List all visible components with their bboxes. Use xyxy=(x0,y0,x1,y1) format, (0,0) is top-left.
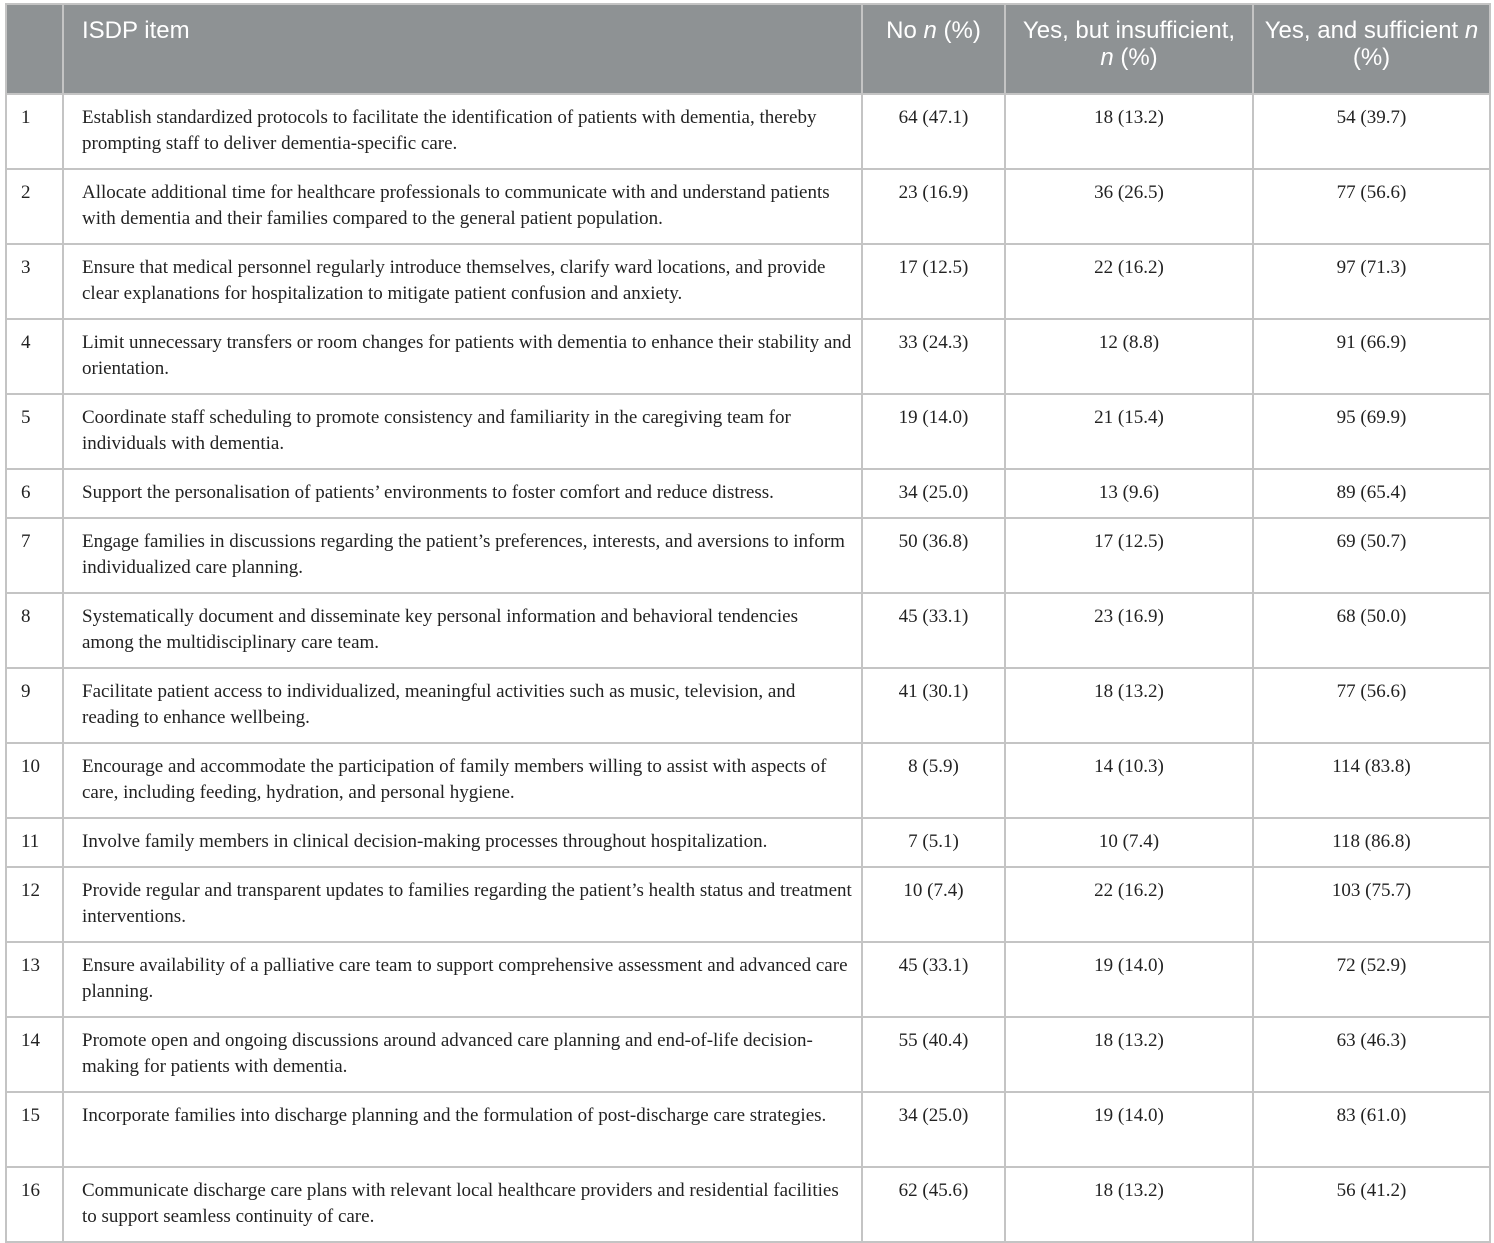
header-number xyxy=(6,4,63,94)
table-row xyxy=(6,593,1490,668)
row-number: 7 xyxy=(6,518,63,593)
table-row xyxy=(6,1167,1490,1242)
yes-sufficient-count: 91 (66.9) xyxy=(1253,319,1490,394)
row-number: 2 xyxy=(6,169,63,244)
yes-insufficient-count: 14 (10.3) xyxy=(1005,743,1253,818)
isdp-item-text: Encourage and accommodate the participation of family members willing to assist with aspects of care, including feeding, hydration, and personal hygiene. xyxy=(63,743,862,818)
row-number: 1 xyxy=(6,94,63,169)
yes-sufficient-count: 77 (56.6) xyxy=(1253,169,1490,244)
row-number: 10 xyxy=(6,743,63,818)
isdp-item-text: Incorporate families into discharge planning and the formulation of post-discharge care strategies. xyxy=(63,1092,862,1167)
yes-insufficient-count: 18 (13.2) xyxy=(1005,1167,1253,1242)
yes-insufficient-count: 18 (13.2) xyxy=(1005,94,1253,169)
no-count: 19 (14.0) xyxy=(862,394,1005,469)
isdp-item-text: Ensure that medical personnel regularly introduce themselves, clarify ward locations, and provide clear explanations for hospitalization to mitigate patient confusion and anxiety. xyxy=(63,244,862,319)
row-number: 6 xyxy=(6,469,63,518)
header-isdp-item: ISDP item xyxy=(63,4,862,94)
yes-insufficient-count: 19 (14.0) xyxy=(1005,1092,1253,1167)
isdp-item-text: Engage families in discussions regarding the patient’s preferences, interests, and aversions to inform individualized care planning. xyxy=(63,518,862,593)
row-number: 9 xyxy=(6,668,63,743)
row-number: 14 xyxy=(6,1017,63,1092)
yes-insufficient-count: 13 (9.6) xyxy=(1005,469,1253,518)
yes-sufficient-count: 95 (69.9) xyxy=(1253,394,1490,469)
yes-insufficient-count: 18 (13.2) xyxy=(1005,1017,1253,1092)
isdp-item-text: Promote open and ongoing discussions around advanced care planning and end-of-life decision-making for patients with dementia. xyxy=(63,1017,862,1092)
table-row xyxy=(6,469,1490,518)
yes-insufficient-count: 18 (13.2) xyxy=(1005,668,1253,743)
no-count: 7 (5.1) xyxy=(862,818,1005,867)
table-row xyxy=(6,668,1490,743)
yes-insufficient-count: 19 (14.0) xyxy=(1005,942,1253,1017)
table-row xyxy=(6,867,1490,942)
yes-insufficient-count: 36 (26.5) xyxy=(1005,169,1253,244)
yes-insufficient-count: 22 (16.2) xyxy=(1005,867,1253,942)
isdp-item-text: Involve family members in clinical decision-making processes throughout hospitalization. xyxy=(63,818,862,867)
table-row xyxy=(6,1092,1490,1167)
yes-sufficient-count: 54 (39.7) xyxy=(1253,94,1490,169)
yes-sufficient-count: 72 (52.9) xyxy=(1253,942,1490,1017)
no-count: 8 (5.9) xyxy=(862,743,1005,818)
row-number: 11 xyxy=(6,818,63,867)
yes-sufficient-count: 56 (41.2) xyxy=(1253,1167,1490,1242)
isdp-item-text: Limit unnecessary transfers or room changes for patients with dementia to enhance their stability and orientation. xyxy=(63,319,862,394)
isdp-item-text: Provide regular and transparent updates to families regarding the patient’s health status and treatment interventions. xyxy=(63,867,862,942)
isdp-item-text: Coordinate staff scheduling to promote consistency and familiarity in the caregiving team for individuals with dementia. xyxy=(63,394,862,469)
isdp-item-text: Ensure availability of a palliative care team to support comprehensive assessment and advanced care planning. xyxy=(63,942,862,1017)
no-count: 50 (36.8) xyxy=(862,518,1005,593)
header-yes-insufficient: Yes, but insufficient, n (%) xyxy=(1005,4,1253,94)
no-count: 55 (40.4) xyxy=(862,1017,1005,1092)
no-count: 33 (24.3) xyxy=(862,319,1005,394)
yes-insufficient-count: 21 (15.4) xyxy=(1005,394,1253,469)
header-yes-sufficient: Yes, and sufficient n (%) xyxy=(1253,4,1490,94)
row-number: 3 xyxy=(6,244,63,319)
table-row xyxy=(6,244,1490,319)
isdp-table xyxy=(5,3,1491,1243)
yes-insufficient-count: 10 (7.4) xyxy=(1005,818,1253,867)
header-row xyxy=(6,4,1490,94)
no-count: 17 (12.5) xyxy=(862,244,1005,319)
row-number: 15 xyxy=(6,1092,63,1167)
no-count: 10 (7.4) xyxy=(862,867,1005,942)
table-row xyxy=(6,94,1490,169)
isdp-item-text: Allocate additional time for healthcare professionals to communicate with and understand patients with dementia and their families compared to the general patient population. xyxy=(63,169,862,244)
yes-sufficient-count: 103 (75.7) xyxy=(1253,867,1490,942)
isdp-item-text: Systematically document and disseminate key personal information and behavioral tendencies among the multidisciplinary care team. xyxy=(63,593,862,668)
no-count: 41 (30.1) xyxy=(862,668,1005,743)
no-count: 62 (45.6) xyxy=(862,1167,1005,1242)
isdp-item-text: Support the personalisation of patients’ environments to foster comfort and reduce distress. xyxy=(63,469,862,518)
yes-sufficient-count: 69 (50.7) xyxy=(1253,518,1490,593)
no-count: 64 (47.1) xyxy=(862,94,1005,169)
no-count: 34 (25.0) xyxy=(862,1092,1005,1167)
row-number: 8 xyxy=(6,593,63,668)
no-count: 45 (33.1) xyxy=(862,942,1005,1017)
table-row xyxy=(6,518,1490,593)
yes-sufficient-count: 83 (61.0) xyxy=(1253,1092,1490,1167)
table-row xyxy=(6,319,1490,394)
yes-sufficient-count: 118 (86.8) xyxy=(1253,818,1490,867)
yes-sufficient-count: 77 (56.6) xyxy=(1253,668,1490,743)
table-row xyxy=(6,169,1490,244)
yes-insufficient-count: 23 (16.9) xyxy=(1005,593,1253,668)
yes-sufficient-count: 63 (46.3) xyxy=(1253,1017,1490,1092)
no-count: 45 (33.1) xyxy=(862,593,1005,668)
row-number: 16 xyxy=(6,1167,63,1242)
isdp-item-text: Facilitate patient access to individualized, meaningful activities such as music, television, and reading to enhance wellbeing. xyxy=(63,668,862,743)
table-row xyxy=(6,818,1490,867)
yes-insufficient-count: 12 (8.8) xyxy=(1005,319,1253,394)
row-number: 4 xyxy=(6,319,63,394)
header-no: No n (%) xyxy=(862,4,1005,94)
yes-sufficient-count: 114 (83.8) xyxy=(1253,743,1490,818)
yes-sufficient-count: 68 (50.0) xyxy=(1253,593,1490,668)
table-row xyxy=(6,942,1490,1017)
no-count: 34 (25.0) xyxy=(862,469,1005,518)
row-number: 12 xyxy=(6,867,63,942)
table-row xyxy=(6,1017,1490,1092)
table-row xyxy=(6,394,1490,469)
yes-insufficient-count: 22 (16.2) xyxy=(1005,244,1253,319)
row-number: 13 xyxy=(6,942,63,1017)
yes-sufficient-count: 89 (65.4) xyxy=(1253,469,1490,518)
yes-insufficient-count: 17 (12.5) xyxy=(1005,518,1253,593)
isdp-item-text: Establish standardized protocols to facilitate the identification of patients with dementia, thereby prompting staff to deliver dementia-specific care. xyxy=(63,94,862,169)
table-row xyxy=(6,743,1490,818)
row-number: 5 xyxy=(6,394,63,469)
no-count: 23 (16.9) xyxy=(862,169,1005,244)
yes-sufficient-count: 97 (71.3) xyxy=(1253,244,1490,319)
isdp-item-text: Communicate discharge care plans with relevant local healthcare providers and residential facilities to support seamless continuity of care. xyxy=(63,1167,862,1242)
